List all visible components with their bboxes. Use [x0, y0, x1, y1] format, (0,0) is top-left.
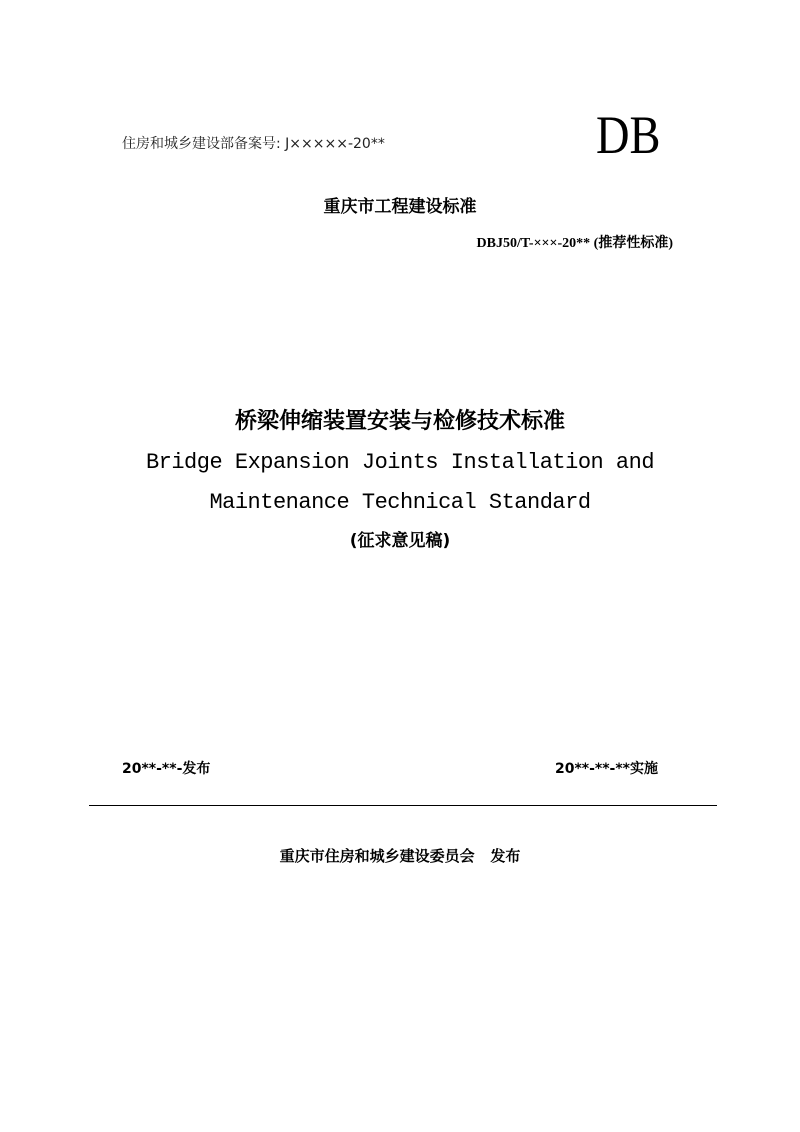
record-number: 住房和城乡建设部备案号: J×××××-20** — [122, 136, 385, 152]
document-title-english-line-2: Maintenance Technical Standard — [209, 490, 591, 515]
standard-code: DBJ50/T-×××-20** (推荐性标准) — [476, 236, 673, 251]
document-title-english-line-1: Bridge Expansion Joints Installation and — [145, 450, 655, 475]
draft-note: (征求意见稿) — [349, 531, 451, 551]
document-title-chinese: 桥梁伸缩装置安装与检修技术标准 — [234, 409, 565, 434]
effective-date: 20**-**-**实施 — [554, 761, 658, 777]
publisher: 重庆市住房和城乡建设委员会 发布 — [279, 847, 521, 865]
standard-category: 重庆市工程建设标准 — [323, 197, 477, 217]
db-mark: DB — [596, 105, 661, 165]
divider-line — [89, 805, 717, 806]
issue-date: 20**-**-发布 — [122, 761, 211, 777]
